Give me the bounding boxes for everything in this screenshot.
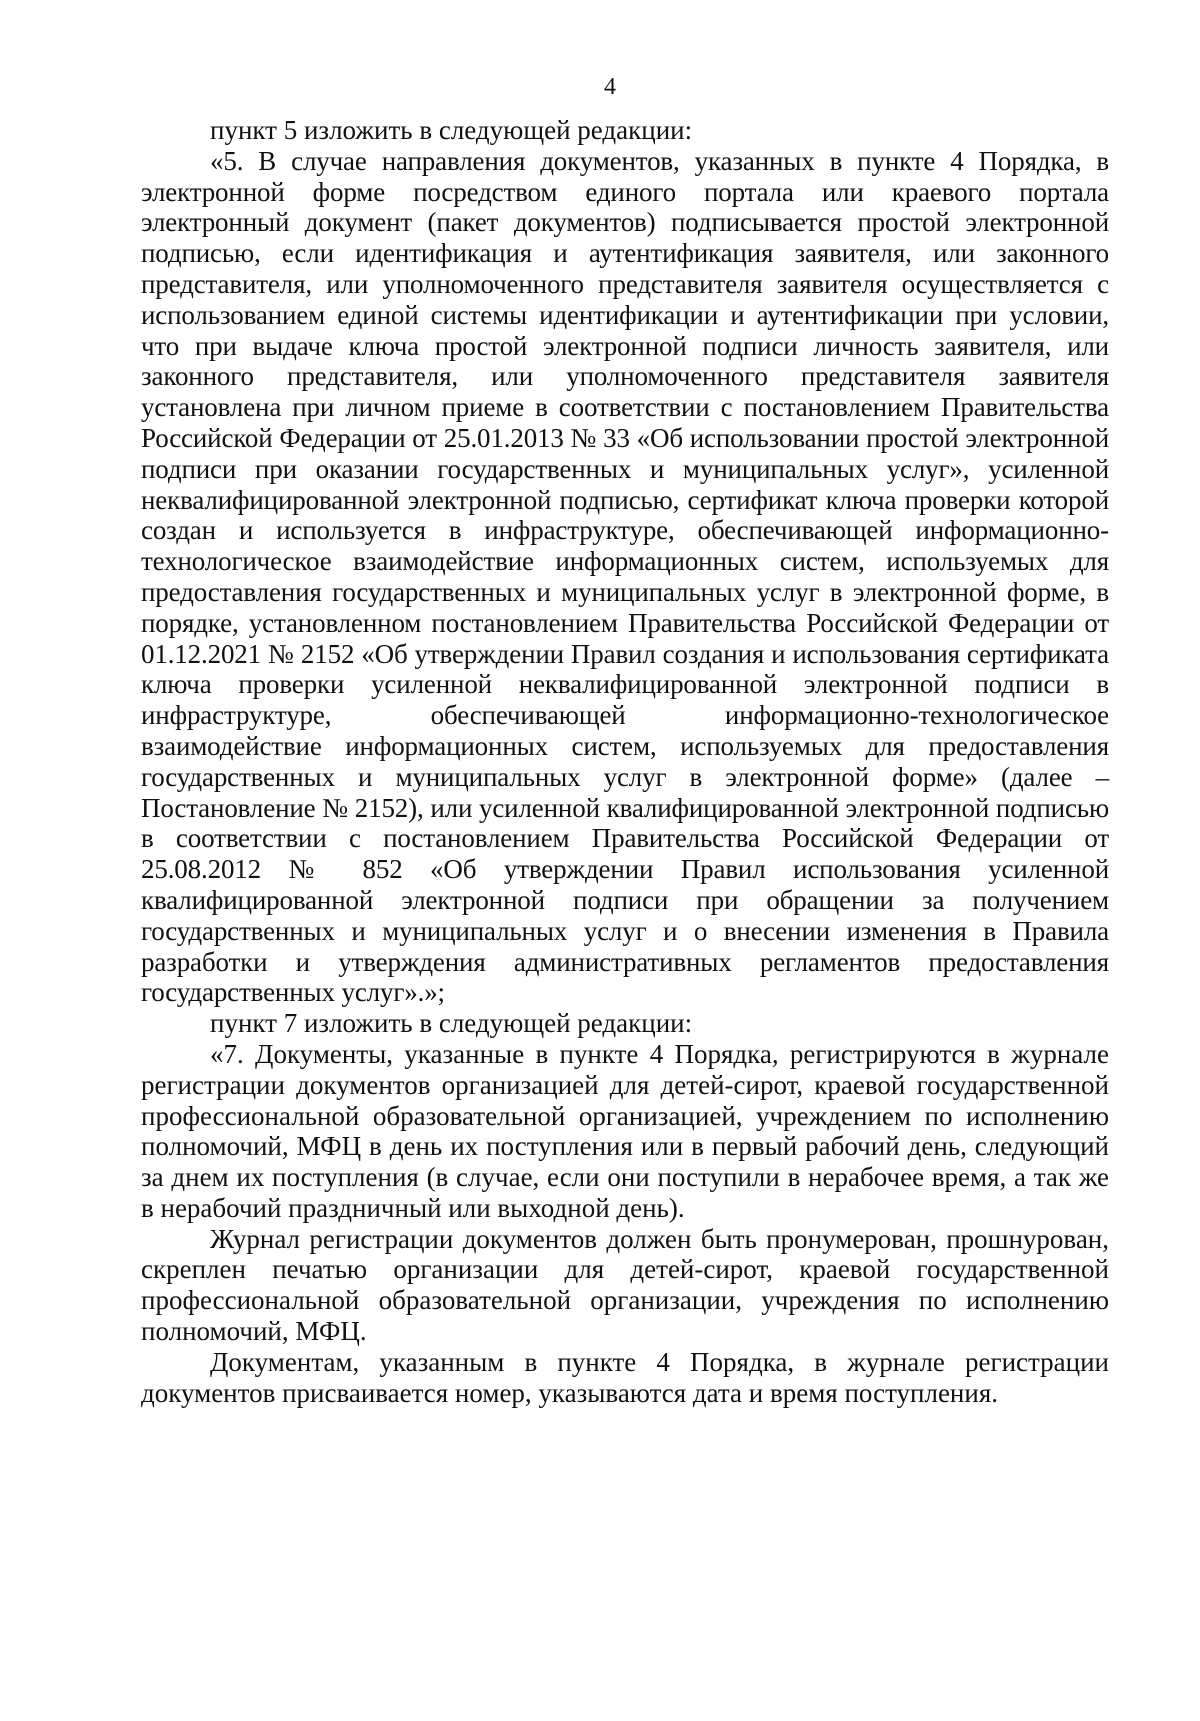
paragraph-intro-point-5: пункт 5 изложить в следующей редакции: — [210, 115, 693, 145]
paragraph-point-7: «7. Документы, указанные в пункте 4 Порядка, регистрируются в журнале регистрации документов организацией для детей-сирот, краевой государственной профессиональной образовательной организацией, учреждением по исполнению полномочий, МФЦ в день их поступления или в первый рабочий день, следующий за днем их поступления (в случае, если они поступили в нерабочее время, а так же в нерабочий праздничный или выходной день). — [141, 1038, 1109, 1223]
page-number: 4 — [604, 74, 616, 100]
document-body — [141, 115, 1109, 1408]
paragraph-journal: Журнал регистрации документов должен быть пронумерован, прошнурован, скреплен печатью организации для детей-сирот, краевой государственной профессиональной образовательной организации, учреждения по исполнению полномочий, МФЦ. — [141, 1223, 1109, 1347]
paragraph-numbering: Документам, указанным в пункте 4 Порядка, в журнале регистрации документов присваивается номер, указываются дата и время поступления. — [141, 1346, 1109, 1408]
paragraph-point-5: «5. В случае направления документов, указанных в пункте 4 Порядка, в электронной форме посредством единого портала или краевого портала электронный документ (пакет документов) подписывается простой электронной подписью, если идентификация и аутентификация заявителя, или законного представителя, или уполномоченного представителя заявителя осуществляется с использованием единой системы идентификации и аутентификации при условии, что при выдаче ключа простой электронной подписи личность заявителя, или законного представителя, или уполномоченного представителя заявителя установлена при личном приеме в соответствии с постановлением Правительства Российской Федерации от 25.01.2013 № 33 «Об использовании простой электронной подписи при оказании государственных и муниципальных услуг», усиленной неквалифицированной электронной подписью, сертификат ключа проверки которой создан и используется в инфраструктуре, обеспечивающей информационно-технологическое взаимодействие информационных систем, используемых для предоставления государственных и муниципальных услуг в электронной форме, в порядке, установленном постановлением Правительства Российской Федерации от 01.12.2021 № 2152 «Об утверждении Правил создания и использования сертификата ключа проверки усиленной неквалифицированной электронной подписи в инфраструктуре, обеспечивающей информационно-технологическое взаимодействие информационных систем, используемых для предоставления государственных и муниципальных услуг в электронной форме» (далее – Постановление № 2152), или усиленной квалифицированной электронной подписью в соответствии с постановлением Правительства Российской Федерации от 25.08.2012 № 852 «Об утверждении Правил использования усиленной квалифицированной электронной подписи при обращении за получением государственных и муниципальных услуг и о внесении изменения в Правила разработки и утверждения административных регламентов предоставления государственных услуг».»; — [141, 145, 1109, 1008]
paragraph-intro-point-7: пункт 7 изложить в следующей редакции: — [210, 1008, 693, 1039]
